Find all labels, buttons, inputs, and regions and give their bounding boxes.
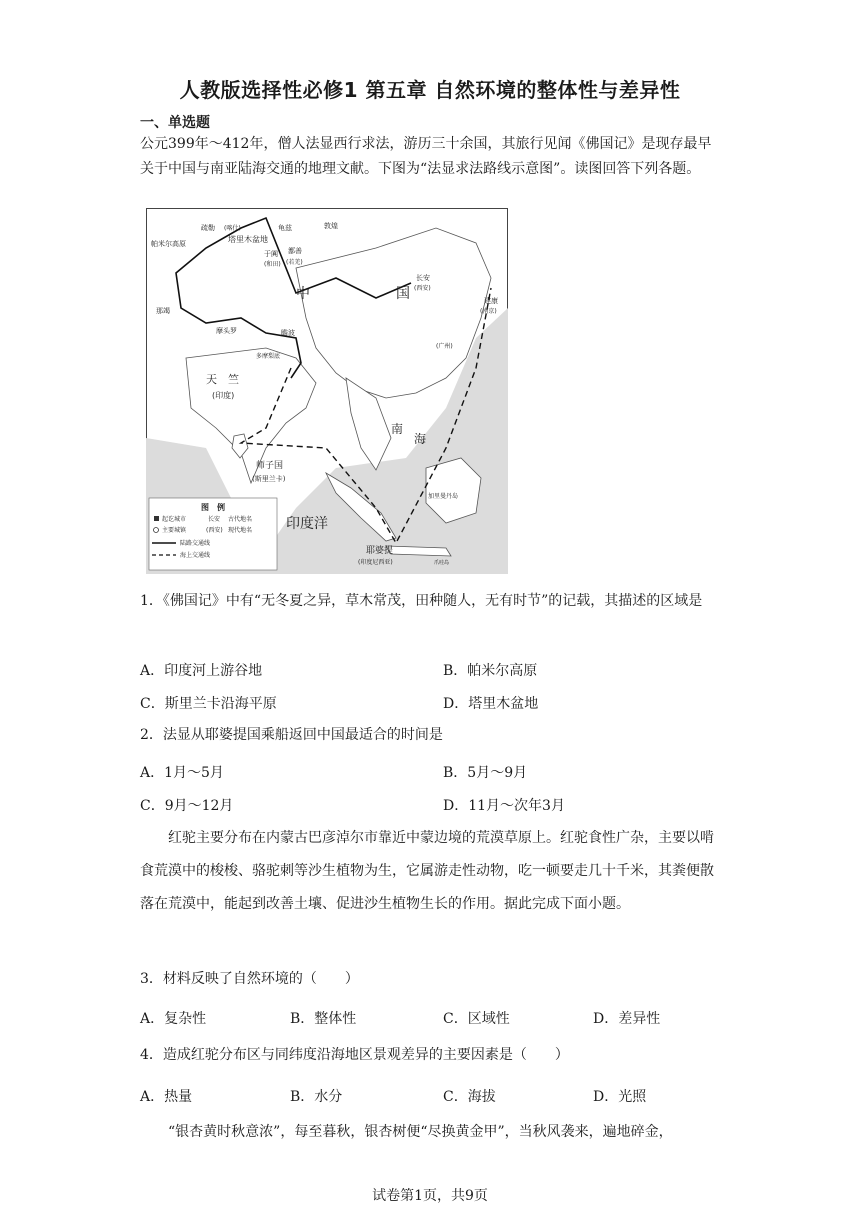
svg-text:瞻波: 瞻波 (281, 329, 295, 337)
svg-text:陆路交通线: 陆路交通线 (180, 540, 211, 547)
svg-text:爪哇岛: 爪哇岛 (434, 560, 450, 566)
question-1-option-b[interactable]: B．帕米尔高原 (443, 663, 538, 679)
svg-text:图 例: 图 例 (201, 503, 225, 512)
svg-text:(斯里兰卡): (斯里兰卡) (252, 475, 286, 483)
faxian-route-map (146, 208, 508, 574)
svg-text:帕米尔高原: 帕米尔高原 (151, 240, 186, 248)
question-2-option-a[interactable]: A．1月～5月 (140, 765, 224, 781)
question-4-option-d[interactable]: D．光照 (593, 1089, 647, 1105)
svg-text:国: 国 (396, 286, 410, 302)
map-legend (149, 498, 277, 570)
svg-text:古代地名: 古代地名 (228, 516, 253, 523)
question-2-option-b[interactable]: B．5月～9月 (443, 765, 528, 781)
question-1-option-d[interactable]: D．塔里木盆地 (443, 696, 539, 712)
svg-text:龟兹: 龟兹 (278, 224, 292, 232)
svg-text:(若羌): (若羌) (286, 259, 303, 266)
page-footer: 试卷第1页，共9页 (372, 1188, 488, 1204)
svg-text:(西安): (西安) (414, 285, 431, 292)
java-island (386, 546, 451, 556)
intro-paragraph-3: “银杏黄时秋意浓”，每至暮秋，银杏树便“尽换黄金甲”，当秋风袭来，遍地碎金， (168, 1124, 673, 1140)
intro-paragraph-2: 红驼主要分布在内蒙古巴彦淖尔市靠近中蒙边境的荒漠草原上。红驼食性广杂，主要以啃食荒漠中的梭梭、骆驼刺等沙生植物为生，它属游走性动物，吃一顿要走几十千米，其粪便散落在荒漠中，能起到改善土壤、促进沙生植物生长的作用。据此完成下面小题。 (140, 830, 714, 912)
svg-text:(广州): (广州) (436, 343, 453, 350)
svg-text:海: 海 (414, 432, 427, 446)
question-4-option-a[interactable]: A．热量 (140, 1089, 193, 1105)
question-2-option-d[interactable]: D．11月～次年3月 (443, 798, 565, 814)
svg-text:(西安): (西安) (206, 527, 223, 534)
question-3-option-b[interactable]: B．整体性 (290, 1011, 357, 1027)
svg-text:(和田): (和田) (264, 261, 281, 268)
svg-text:疏勒: 疏勒 (201, 224, 215, 232)
svg-text:起讫城市: 起讫城市 (162, 516, 187, 523)
svg-text:耶婆提: 耶婆提 (366, 546, 394, 556)
page-title: 人教版选择性必修1 第五章 自然环境的整体性与差异性 (179, 78, 681, 102)
svg-text:那竭: 那竭 (156, 307, 170, 315)
svg-text:(南京): (南京) (480, 308, 497, 315)
svg-text:塔里木盆地: 塔里木盆地 (228, 235, 268, 244)
svg-text:多摩梨底: 多摩梨底 (256, 353, 281, 360)
section-heading: 一、单选题 (140, 115, 210, 131)
svg-text:于阗: 于阗 (264, 250, 278, 258)
svg-text:长安: 长安 (416, 274, 430, 282)
svg-text:现代地名: 现代地名 (228, 527, 253, 534)
svg-text:加里曼丹岛: 加里曼丹岛 (428, 493, 459, 500)
question-1-option-c[interactable]: C．斯里兰卡沿海平原 (140, 696, 277, 712)
svg-text:(印度尼西亚): (印度尼西亚) (358, 559, 393, 566)
svg-text:天 竺: 天 竺 (206, 373, 239, 386)
svg-text:鄯善: 鄯善 (288, 247, 302, 255)
svg-text:(印度): (印度) (212, 391, 235, 400)
svg-text:南: 南 (391, 422, 404, 436)
svg-text:中: 中 (296, 286, 310, 302)
question-4-option-c[interactable]: C．海拔 (443, 1089, 496, 1105)
question-3-option-a[interactable]: A．复杂性 (140, 1011, 207, 1027)
question-1-option-a[interactable]: A．印度河上游谷地 (140, 663, 263, 679)
svg-text:长安: 长安 (208, 516, 221, 523)
svg-text:印度洋: 印度洋 (286, 516, 328, 532)
question-1-stem: 1．《佛国记》中有“无冬夏之异，草木常茂，田种随人，无有时节”的记载，其描述的区域是 (140, 593, 703, 609)
svg-text:建康: 建康 (484, 297, 498, 305)
intro-paragraph-1: 公元399年～412年，僧人法显西行求法，游历三十余国，其旅行见闻《佛国记》是现存最早关于中国与南亚陆海交通的地理文献。下图为“法显求法路线示意图”。读图回答下列各题。 (140, 136, 712, 177)
question-3-stem: 3．材料反映了自然环境的（ ） (140, 971, 359, 987)
svg-text:摩头罗: 摩头罗 (216, 327, 237, 335)
question-2-option-c[interactable]: C．9月～12月 (140, 798, 234, 814)
question-4-stem: 4．造成红驼分布区与同纬度沿海地区景观差异的主要因素是（ ） (140, 1047, 569, 1063)
question-4-option-b[interactable]: B．水分 (290, 1089, 343, 1105)
question-3-option-d[interactable]: D．差异性 (593, 1011, 661, 1027)
svg-text:海上交通线: 海上交通线 (180, 552, 211, 559)
svg-text:主要城镇: 主要城镇 (162, 527, 187, 534)
svg-text:敦煌: 敦煌 (324, 222, 338, 230)
svg-text:(喀什): (喀什) (224, 225, 241, 232)
question-3-option-c[interactable]: C．区域性 (443, 1011, 510, 1027)
svg-text:师子国: 师子国 (256, 461, 284, 471)
question-2-stem: 2．法显从耶婆提国乘船返回中国最适合的时间是 (140, 727, 443, 743)
